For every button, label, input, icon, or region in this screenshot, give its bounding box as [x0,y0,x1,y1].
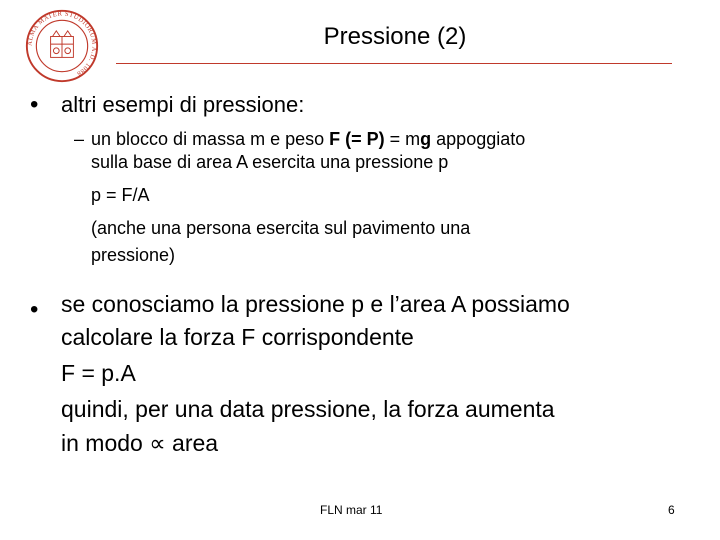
bullet-marker: • [30,296,39,323]
sub-line-1-part-1: un blocco di massa m e peso [91,129,330,149]
sub-line-1-bold-g: g [420,129,432,149]
seal-text: ALMA MATER STUDIORUM A.D. 1088 [26,10,98,78]
sub-bullet-marker: – [74,129,85,149]
bullet-line-2: calcolare la forza F corrispondente [61,324,414,350]
sub-line-4: (anche una persona esercita sul pavimento una [91,218,471,238]
sub-line-2: sulla base di area A esercita una pressione p [91,152,449,172]
bullet-line-4: quindi, per una data pressione, la forza aumenta [61,396,555,422]
sub-line-5: pressione) [91,245,176,265]
sub-line-1 [91,128,681,151]
bullet-line-formula: F = p.A [61,360,136,386]
sub-line-1-part-5: appoggiato [431,129,526,149]
footer-label: FLN mar 11 [320,503,383,517]
bullet-text: altri esempi di pressione: [61,92,305,117]
university-seal-icon [24,8,100,84]
bullet-line-1: se conosciamo la pressione p e l’area A possiamo [61,291,570,317]
bullet-body [61,290,701,456]
title-divider [116,63,672,64]
page-number: 6 [668,503,675,517]
bullet-marker: • [30,91,39,118]
sub-line-formula: p = F/A [91,185,150,205]
sub-line-1-bold-force: F (= P) [329,129,385,149]
slide-title: Pressione (2) [323,23,467,50]
sub-line-1-part-3: = m [384,129,421,149]
sub-bullet-body [91,128,681,267]
bullet-line-5: in modo ∝ area [61,430,219,456]
